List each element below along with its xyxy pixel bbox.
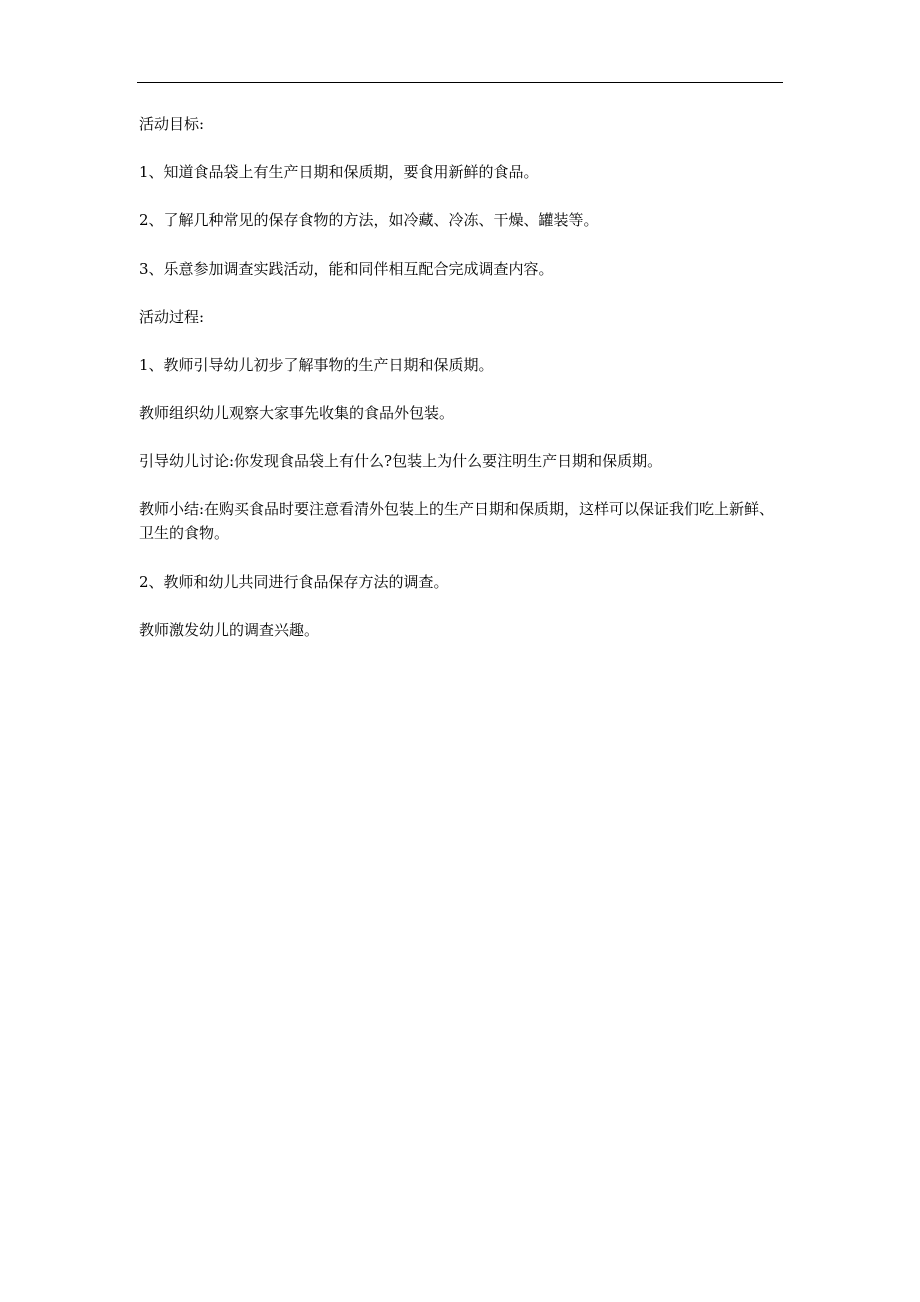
process-paragraph: 引导幼儿讨论:你发现食品袋上有什么?包装上为什么要注明生产日期和保质期。 bbox=[139, 452, 663, 470]
goal-item-3: 3、乐意参加调查实践活动，能和同伴相互配合完成调查内容。 bbox=[139, 260, 554, 278]
goal-item-1: 1、知道食品袋上有生产日期和保质期，要食用新鲜的食品。 bbox=[139, 163, 539, 181]
header-rule bbox=[137, 82, 783, 83]
process-step-2: 2、教师和幼儿共同进行食品保存方法的调查。 bbox=[139, 573, 449, 591]
section-heading-process: 活动过程: bbox=[139, 308, 205, 326]
process-paragraph: 教师小结:在购买食品时要注意看清外包装上的生产日期和保质期，这样可以保证我们吃上新鲜、卫生的食物。 bbox=[139, 500, 775, 542]
section-heading-goals: 活动目标: bbox=[139, 115, 205, 133]
process-paragraph: 教师组织幼儿观察大家事先收集的食品外包装。 bbox=[139, 404, 455, 422]
goal-item-2: 2、了解几种常见的保存食物的方法，如冷藏、冷冻、干燥、罐装等。 bbox=[139, 211, 599, 229]
process-step-1: 1、教师引导幼儿初步了解事物的生产日期和保质期。 bbox=[139, 356, 494, 374]
process-paragraph: 教师激发幼儿的调查兴趣。 bbox=[139, 621, 320, 639]
